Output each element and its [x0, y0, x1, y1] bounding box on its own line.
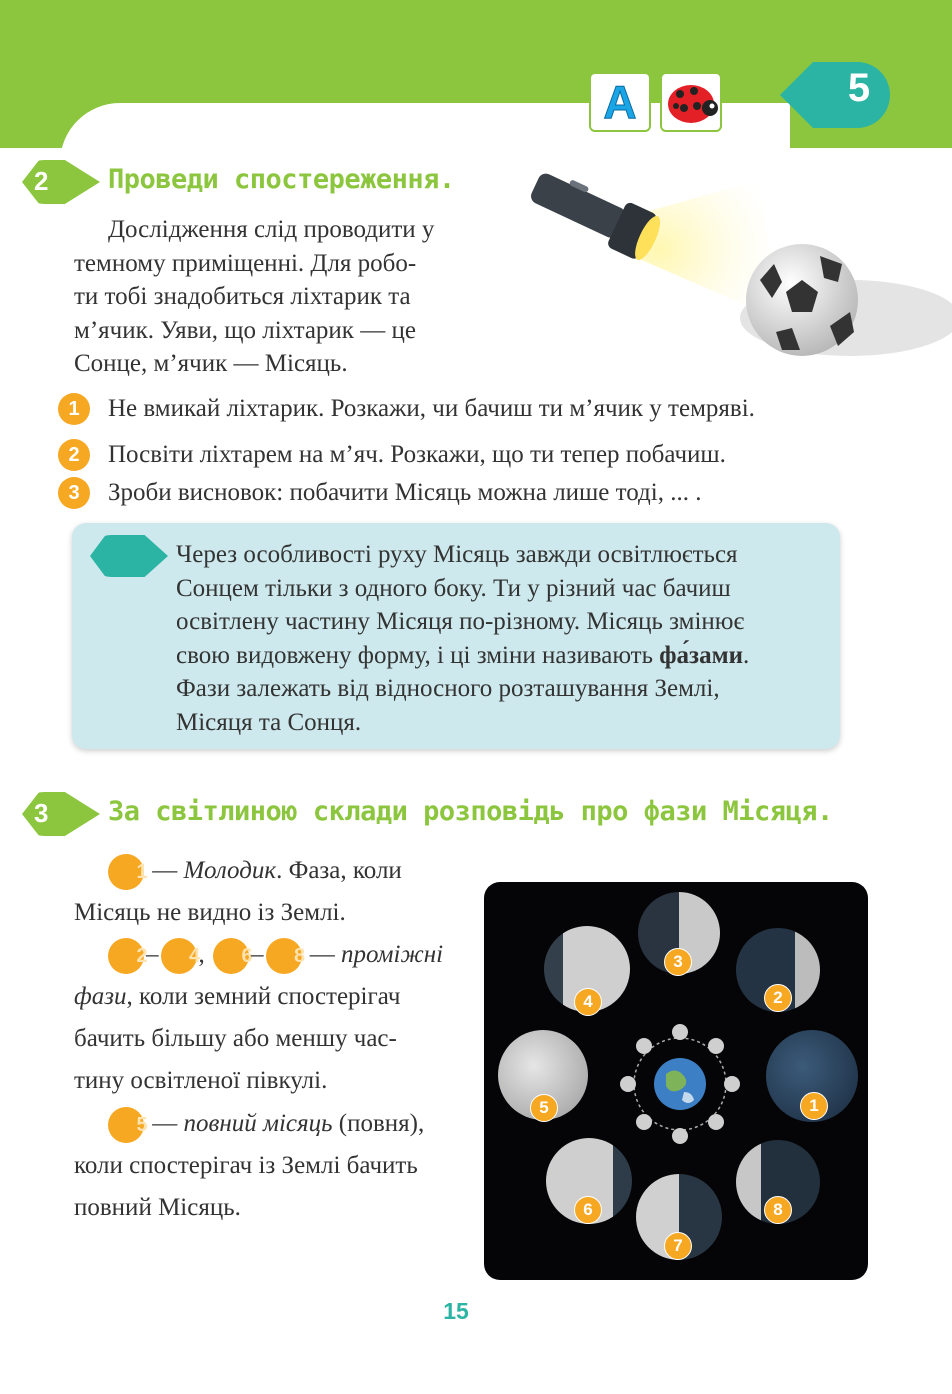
- ladybug-icon: [664, 78, 718, 126]
- phase-term: Молодик: [183, 857, 277, 884]
- info-line: освітлену частину Місяця по-різному. Місяць змінює: [176, 608, 745, 635]
- phase-intermediate: [74, 934, 464, 1102]
- moon-label: 1: [800, 1092, 828, 1120]
- phase-new-moon: [74, 850, 464, 934]
- flashlight-ball-illustration: [520, 160, 952, 360]
- phase-full-moon: [74, 1103, 464, 1229]
- phase-line: 5 — повний місяць (повня),: [74, 1103, 464, 1145]
- ladybug-badge: [660, 72, 722, 132]
- info-line: Місяця та Сонця.: [176, 708, 362, 736]
- dash: —: [146, 857, 184, 884]
- phase-line: 2– 4, 6– 8 — проміжні: [74, 934, 464, 976]
- phase-line: тину освітленої півкулі.: [74, 1067, 328, 1094]
- letter-badge: [589, 72, 651, 132]
- phase-num: 5: [108, 1107, 144, 1143]
- moon-label: 7: [664, 1232, 692, 1260]
- earth-orbit-diagram: [618, 1022, 742, 1146]
- step-1: [58, 393, 755, 425]
- moon-label: 4: [574, 988, 602, 1016]
- phase-text: , коли земний спостерігач: [126, 983, 401, 1010]
- info-line: Фази залежать від відносного розташування Землі,: [176, 675, 720, 702]
- phase-num: 2: [108, 938, 144, 974]
- phase-line: Місяць не видно із Землі.: [74, 899, 346, 926]
- moon-label: 3: [664, 948, 692, 976]
- phase-text: (повня),: [332, 1110, 425, 1137]
- phase-term: проміжні: [341, 941, 444, 968]
- phase-text: . Фаза, коли: [276, 857, 402, 884]
- step-text: Не вмикай ліхтарик. Розкажи, чи бачиш ти м’ячик у темряві.: [108, 395, 755, 422]
- intro-line: Дослідження слід проводити у: [108, 216, 435, 243]
- phase-num: 6: [213, 938, 249, 974]
- step-text: Посвіти ліхтарем на м’яч. Розкажи, що ти тепер побачиш.: [108, 441, 726, 468]
- intro-line: м’ячик. Уяви, що ліхтарик — це: [74, 316, 416, 344]
- moon-label: 6: [574, 1196, 602, 1224]
- moon-label: 8: [764, 1196, 792, 1224]
- phase-line: [74, 976, 464, 1018]
- task-3-number: 3: [34, 798, 49, 828]
- flashlight-icon: [525, 163, 666, 264]
- step-number: 3: [58, 477, 90, 509]
- phase-num: 4: [161, 938, 197, 974]
- term-phases: фа́зами: [659, 641, 744, 669]
- info-line: Сонцем тільки з одного боку. Ти у різний час бачиш: [176, 574, 731, 602]
- phase-line: коли спостерігач із Землі бачить: [74, 1152, 418, 1179]
- step-number: 2: [58, 439, 90, 471]
- task-2-title: Проведи спостереження.: [108, 164, 455, 195]
- task-2-number: 2: [34, 166, 49, 196]
- info-line: Через особливості руху Місяць завжди освітлюється: [176, 541, 738, 568]
- step-number: 1: [58, 393, 90, 425]
- intro-line: темному приміщенні. Для робо-: [74, 249, 417, 277]
- task-3-title: За світлиною склади розповідь про фази Місяця.: [108, 796, 833, 827]
- moon-phases-photo: [484, 882, 868, 1280]
- soccer-ball-icon: [746, 244, 858, 356]
- task-2-intro: [74, 213, 472, 381]
- lesson-number: 5: [847, 66, 871, 110]
- phase-term: фази: [74, 983, 127, 1010]
- intro-line: Сонце, м’ячик — Місяць.: [74, 350, 348, 377]
- step-3: [58, 477, 701, 509]
- info-text: [176, 538, 822, 739]
- info-line-term: [176, 639, 822, 673]
- phase-line: бачить більшу або меншу час-: [74, 1025, 397, 1052]
- phase-line: повний Місяць.: [74, 1194, 241, 1221]
- letter-a-icon: A: [603, 76, 637, 128]
- page-number: 15: [443, 1298, 469, 1324]
- step-2: [58, 439, 726, 471]
- phase-num: 1: [108, 854, 144, 890]
- info-line-start: свою видовжену форму, і ці зміни називають: [176, 641, 660, 669]
- phase-line: [74, 850, 464, 892]
- moon-label: 5: [530, 1094, 558, 1122]
- term-suffix: .: [743, 641, 750, 669]
- intro-line: ти тобі знадобиться ліхтарик та: [74, 283, 411, 310]
- header-edge: [0, 148, 952, 158]
- step-text: Зроби висновок: побачити Місяць можна лише тоді, ... .: [108, 479, 702, 506]
- phase-num: 8: [266, 938, 302, 974]
- phase-term: повний місяць: [183, 1110, 333, 1137]
- moon-label: 2: [764, 984, 792, 1012]
